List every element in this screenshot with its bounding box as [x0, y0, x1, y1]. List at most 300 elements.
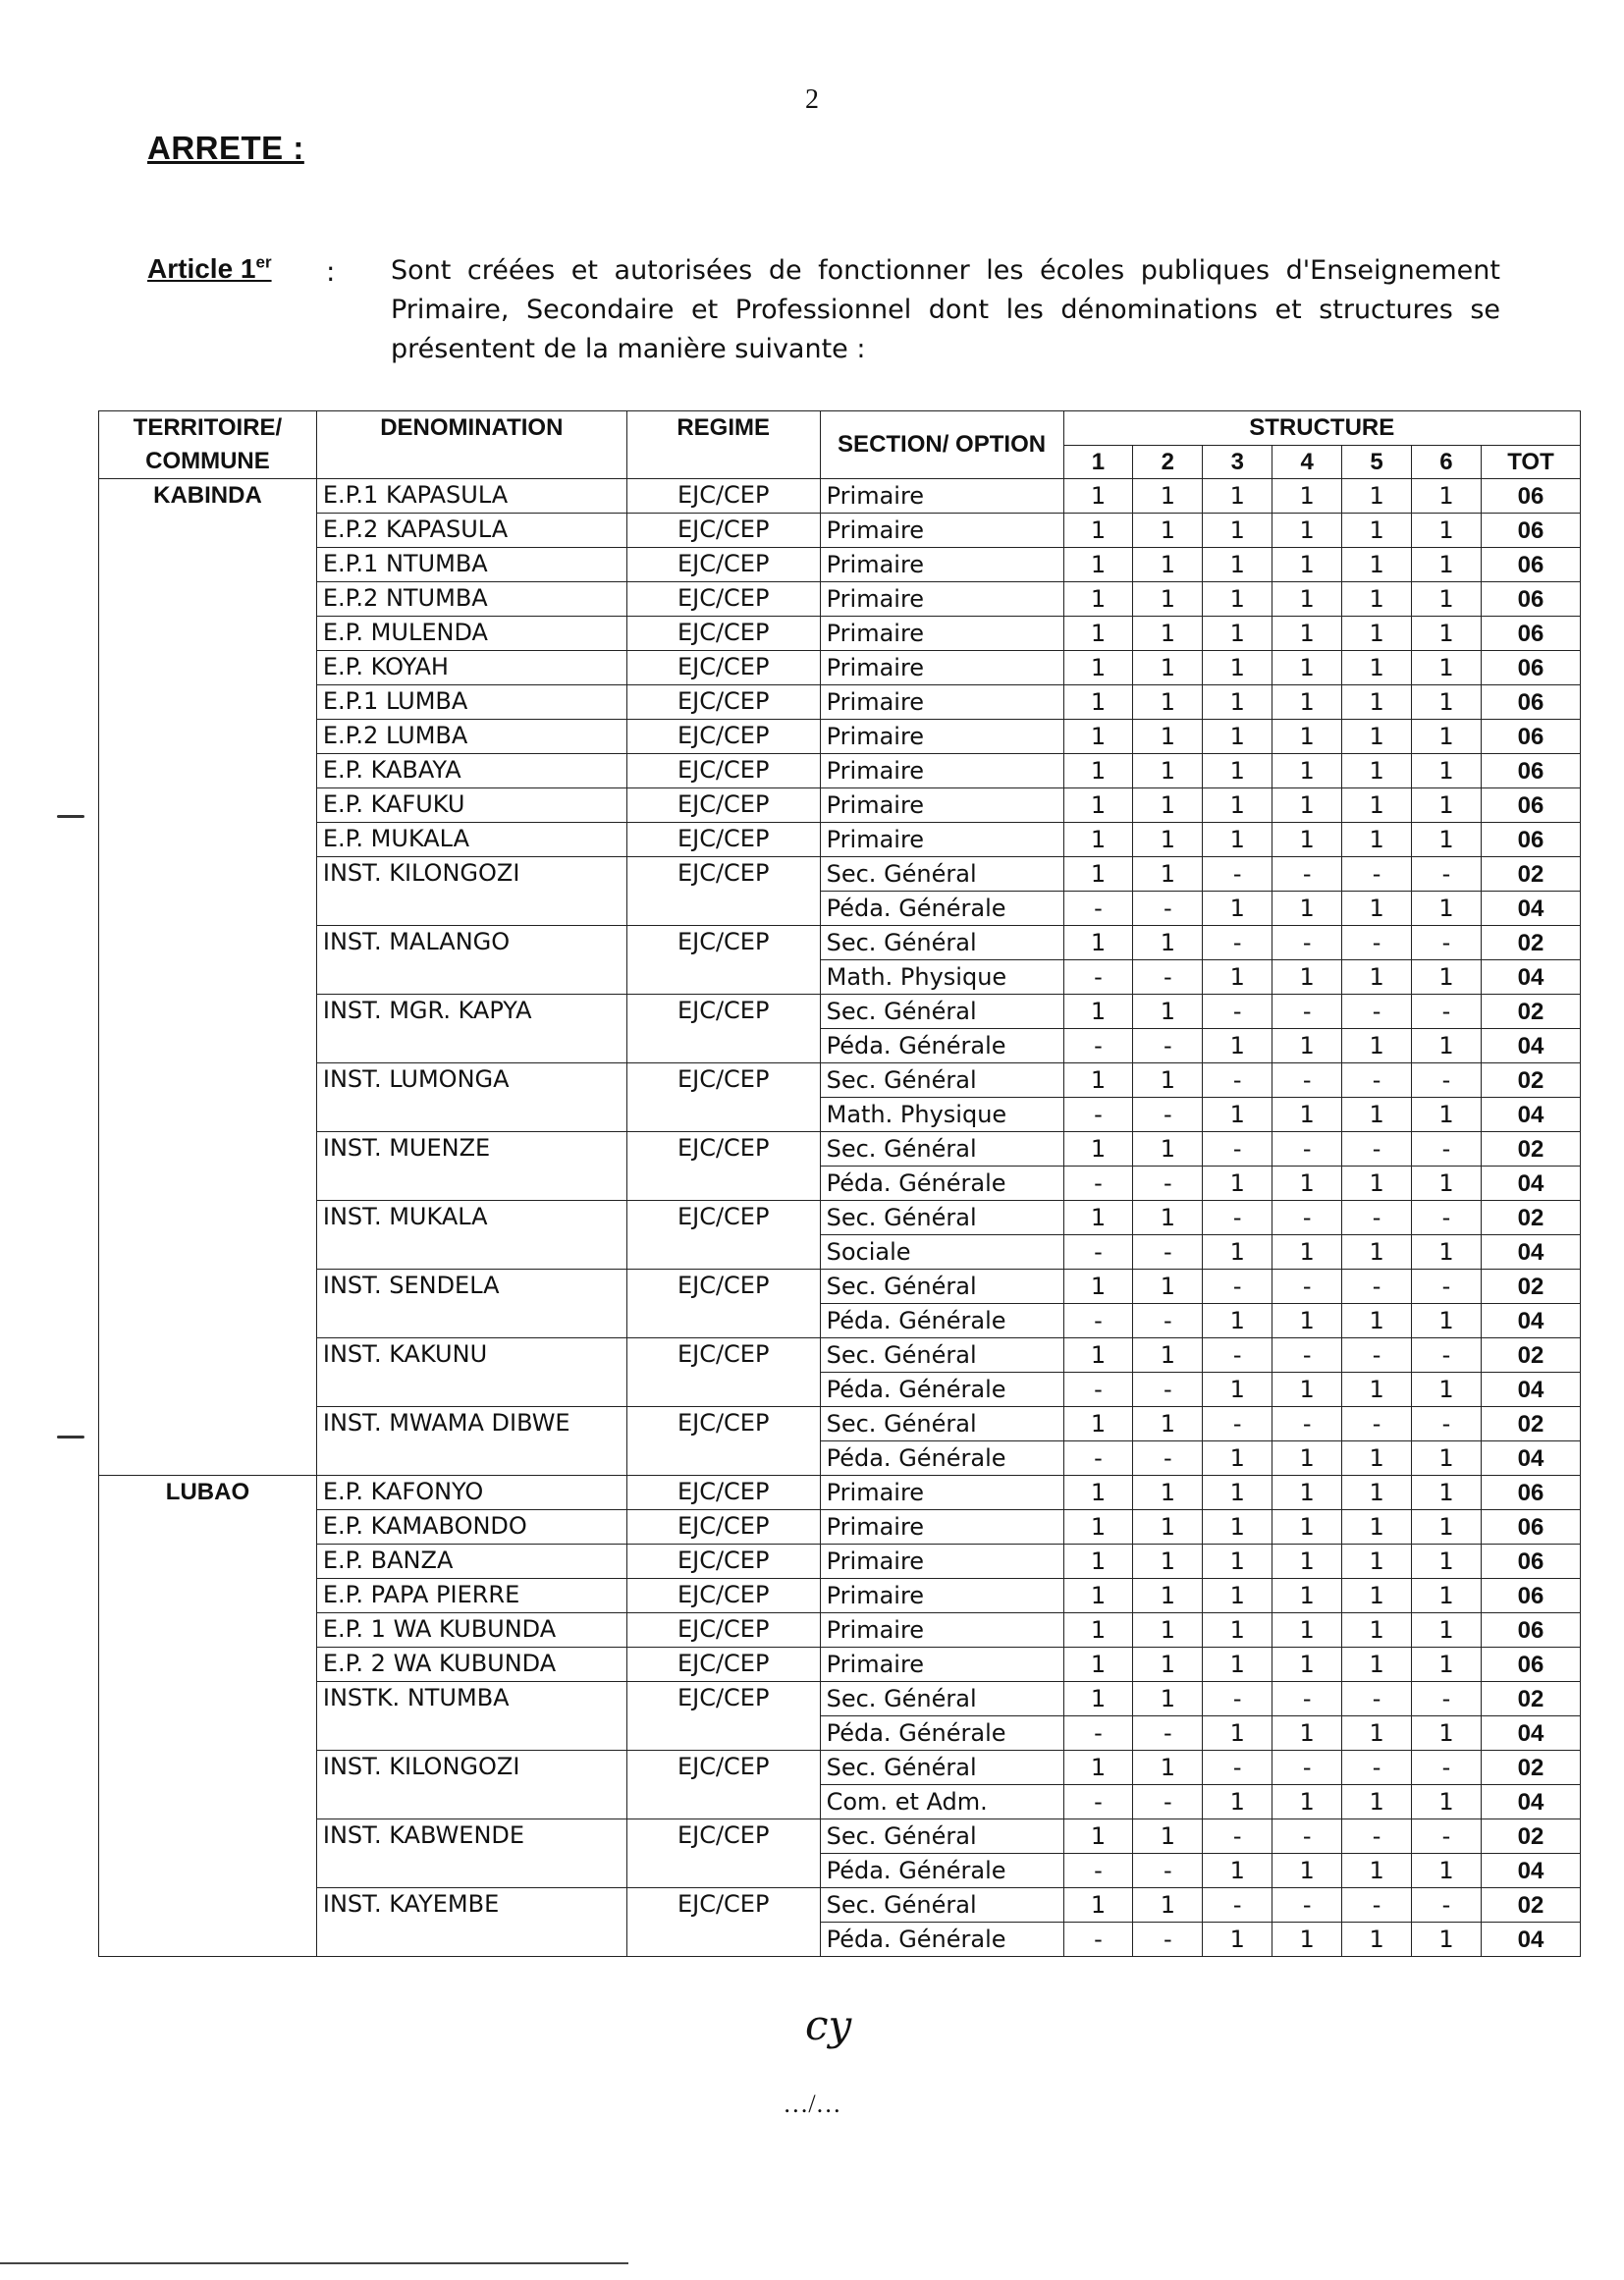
structure-cell: - — [1203, 1338, 1272, 1373]
structure-cell: 1 — [1063, 1270, 1133, 1304]
structure-cell: - — [1412, 1407, 1482, 1441]
structure-cell: - — [1342, 1270, 1412, 1304]
structure-cell: 1 — [1412, 1648, 1482, 1682]
structure-cell: 1 — [1412, 1785, 1482, 1819]
structure-cell: - — [1133, 960, 1203, 995]
structure-cell: 1 — [1272, 479, 1342, 514]
structure-cell: 1 — [1063, 582, 1133, 617]
total-cell: 04 — [1481, 1923, 1580, 1957]
section-cell: Primaire — [820, 685, 1063, 720]
structure-cell: 1 — [1342, 1098, 1412, 1132]
section-cell: Sec. Général — [820, 1407, 1063, 1441]
structure-cell: 1 — [1203, 1441, 1272, 1476]
structure-cell: 1 — [1412, 1545, 1482, 1579]
structure-cell: 1 — [1203, 754, 1272, 788]
section-cell: Péda. Générale — [820, 1029, 1063, 1063]
territory-cell: KABINDA — [99, 479, 317, 1476]
table-row — [99, 857, 1581, 892]
regime-cell: EJC/CEP — [626, 651, 820, 685]
structure-cell: - — [1203, 1201, 1272, 1235]
structure-cell: - — [1133, 1029, 1203, 1063]
denomination-cell: INST. MUENZE — [316, 1132, 626, 1201]
total-cell: 02 — [1481, 1682, 1580, 1716]
structure-cell: 1 — [1063, 1201, 1133, 1235]
section-cell: Primaire — [820, 479, 1063, 514]
table-row — [99, 651, 1581, 685]
structure-cell: 1 — [1133, 1613, 1203, 1648]
section-cell: Primaire — [820, 548, 1063, 582]
structure-cell: 1 — [1342, 1373, 1412, 1407]
structure-cell: - — [1133, 1716, 1203, 1751]
section-cell: Primaire — [820, 1579, 1063, 1613]
structure-cell: 1 — [1272, 1029, 1342, 1063]
total-cell: 02 — [1481, 1201, 1580, 1235]
total-cell: 06 — [1481, 1613, 1580, 1648]
regime-cell: EJC/CEP — [626, 1751, 820, 1819]
regime-cell: EJC/CEP — [626, 720, 820, 754]
structure-cell: 1 — [1133, 1579, 1203, 1613]
denomination-cell: E.P.1 KAPASULA — [316, 479, 626, 514]
structure-cell: 1 — [1342, 1304, 1412, 1338]
total-cell: 04 — [1481, 1098, 1580, 1132]
structure-cell: 1 — [1063, 788, 1133, 823]
structure-cell: 1 — [1063, 926, 1133, 960]
structure-cell: - — [1412, 926, 1482, 960]
structure-cell: 1 — [1203, 1476, 1272, 1510]
structure-cell: 1 — [1133, 1545, 1203, 1579]
total-cell: 02 — [1481, 1819, 1580, 1854]
structure-cell: 1 — [1342, 892, 1412, 926]
structure-cell: 1 — [1412, 1476, 1482, 1510]
structure-cell: 1 — [1342, 514, 1412, 548]
denomination-cell: E.P. KAFONYO — [316, 1476, 626, 1510]
regime-cell: EJC/CEP — [626, 1270, 820, 1338]
structure-cell: 1 — [1342, 1613, 1412, 1648]
section-cell: Primaire — [820, 754, 1063, 788]
total-cell: 06 — [1481, 548, 1580, 582]
structure-cell: 1 — [1063, 857, 1133, 892]
regime-cell: EJC/CEP — [626, 823, 820, 857]
structure-cell: - — [1203, 1888, 1272, 1923]
structure-cell: 1 — [1203, 720, 1272, 754]
table-header — [99, 411, 1581, 479]
structure-cell: 1 — [1412, 1029, 1482, 1063]
structure-cell: 1 — [1342, 754, 1412, 788]
structure-cell: - — [1133, 1441, 1203, 1476]
section-cell: Primaire — [820, 1476, 1063, 1510]
structure-cell: 1 — [1133, 514, 1203, 548]
total-cell: 06 — [1481, 788, 1580, 823]
section-cell: Sec. Général — [820, 1132, 1063, 1167]
article-colon: : — [326, 255, 336, 288]
structure-cell: 1 — [1203, 892, 1272, 926]
total-cell: 06 — [1481, 1545, 1580, 1579]
structure-cell: - — [1272, 1270, 1342, 1304]
structure-cell: 1 — [1063, 1648, 1133, 1682]
structure-cell: 1 — [1133, 1648, 1203, 1682]
structure-cell: 1 — [1133, 1476, 1203, 1510]
structure-cell: - — [1133, 1304, 1203, 1338]
total-cell: 06 — [1481, 1648, 1580, 1682]
denomination-cell: E.P. KAFUKU — [316, 788, 626, 823]
structure-cell: 1 — [1272, 685, 1342, 720]
structure-cell: 1 — [1063, 651, 1133, 685]
structure-cell: 1 — [1063, 1132, 1133, 1167]
structure-cell: 1 — [1272, 1304, 1342, 1338]
total-cell: 02 — [1481, 1888, 1580, 1923]
section-cell: Sec. Général — [820, 926, 1063, 960]
structure-cell: 1 — [1412, 651, 1482, 685]
total-cell: 02 — [1481, 1338, 1580, 1373]
header-regime: REGIME — [626, 411, 820, 479]
structure-cell: 1 — [1203, 651, 1272, 685]
table-row — [99, 514, 1581, 548]
section-cell: Sec. Général — [820, 1338, 1063, 1373]
structure-cell: - — [1133, 892, 1203, 926]
structure-cell: 1 — [1412, 617, 1482, 651]
structure-cell: 1 — [1203, 1716, 1272, 1751]
structure-cell: 1 — [1063, 1579, 1133, 1613]
denomination-cell: E.P. KAMABONDO — [316, 1510, 626, 1545]
structure-cell: 1 — [1203, 548, 1272, 582]
structure-cell: 1 — [1272, 754, 1342, 788]
denomination-cell: E.P. KABAYA — [316, 754, 626, 788]
structure-cell: 1 — [1133, 720, 1203, 754]
article-label-main: Article 1 — [147, 253, 256, 285]
denomination-cell: E.P. BANZA — [316, 1545, 626, 1579]
section-cell: Primaire — [820, 720, 1063, 754]
table-row — [99, 720, 1581, 754]
structure-cell: - — [1133, 1098, 1203, 1132]
regime-cell: EJC/CEP — [626, 1613, 820, 1648]
structure-cell: 1 — [1203, 1029, 1272, 1063]
total-cell: 06 — [1481, 823, 1580, 857]
structure-cell: 1 — [1203, 1510, 1272, 1545]
regime-cell: EJC/CEP — [626, 1476, 820, 1510]
table-row — [99, 617, 1581, 651]
denomination-cell: INST. KILONGOZI — [316, 857, 626, 926]
structure-cell: - — [1063, 960, 1133, 995]
structure-cell: - — [1342, 1888, 1412, 1923]
structure-cell: 1 — [1272, 582, 1342, 617]
table-row — [99, 1338, 1581, 1373]
structure-cell: - — [1063, 1167, 1133, 1201]
structure-cell: 1 — [1272, 1167, 1342, 1201]
total-cell: 04 — [1481, 1441, 1580, 1476]
denomination-cell: INSTK. NTUMBA — [316, 1682, 626, 1751]
structure-cell: 1 — [1203, 685, 1272, 720]
structure-cell: 1 — [1133, 926, 1203, 960]
structure-cell: - — [1342, 1338, 1412, 1373]
structure-cell: - — [1272, 1888, 1342, 1923]
structure-cell: - — [1412, 1063, 1482, 1098]
structure-cell: 1 — [1342, 582, 1412, 617]
structure-cell: - — [1412, 1132, 1482, 1167]
structure-cell: 1 — [1412, 1373, 1482, 1407]
table-row — [99, 754, 1581, 788]
section-cell: Sec. Général — [820, 857, 1063, 892]
structure-cell: 1 — [1063, 514, 1133, 548]
structure-cell: - — [1203, 1751, 1272, 1785]
structure-cell: - — [1203, 1270, 1272, 1304]
regime-cell: EJC/CEP — [626, 479, 820, 514]
section-cell: Com. et Adm. — [820, 1785, 1063, 1819]
denomination-cell: INST. KAKUNU — [316, 1338, 626, 1407]
structure-cell: 1 — [1412, 1235, 1482, 1270]
section-cell: Primaire — [820, 651, 1063, 685]
total-cell: 06 — [1481, 582, 1580, 617]
table-row — [99, 1407, 1581, 1441]
structure-cell: 1 — [1342, 720, 1412, 754]
structure-cell: 1 — [1203, 1545, 1272, 1579]
table-row — [99, 1476, 1581, 1510]
structure-cell: - — [1272, 857, 1342, 892]
margin-mark — [57, 815, 84, 818]
regime-cell: EJC/CEP — [626, 617, 820, 651]
header-col-6: 6 — [1412, 445, 1482, 479]
total-cell: 06 — [1481, 514, 1580, 548]
structure-cell: 1 — [1272, 1613, 1342, 1648]
article-label-sup: er — [255, 253, 272, 272]
structure-cell: 1 — [1412, 892, 1482, 926]
structure-cell: 1 — [1063, 1510, 1133, 1545]
structure-cell: - — [1203, 1407, 1272, 1441]
regime-cell: EJC/CEP — [626, 514, 820, 548]
total-cell: 02 — [1481, 1063, 1580, 1098]
structure-cell: 1 — [1272, 892, 1342, 926]
structure-cell: 1 — [1342, 1235, 1412, 1270]
table-row — [99, 1888, 1581, 1923]
structure-cell: 1 — [1203, 479, 1272, 514]
structure-cell: 1 — [1133, 1682, 1203, 1716]
structure-cell: 1 — [1272, 1579, 1342, 1613]
structure-cell: 1 — [1412, 1613, 1482, 1648]
structure-cell: 1 — [1272, 960, 1342, 995]
structure-cell: 1 — [1272, 1373, 1342, 1407]
structure-cell: 1 — [1412, 1716, 1482, 1751]
total-cell: 06 — [1481, 1510, 1580, 1545]
denomination-cell: E.P.2 NTUMBA — [316, 582, 626, 617]
structure-cell: 1 — [1342, 1029, 1412, 1063]
structure-cell: - — [1272, 1751, 1342, 1785]
bottom-rule — [0, 2262, 628, 2264]
structure-cell: - — [1203, 926, 1272, 960]
structure-cell: 1 — [1203, 582, 1272, 617]
structure-cell: 1 — [1063, 754, 1133, 788]
structure-cell: 1 — [1342, 617, 1412, 651]
structure-cell: 1 — [1133, 754, 1203, 788]
structure-cell: - — [1133, 1923, 1203, 1957]
table-row — [99, 479, 1581, 514]
structure-cell: 1 — [1342, 1167, 1412, 1201]
regime-cell: EJC/CEP — [626, 1407, 820, 1476]
structure-cell: 1 — [1063, 1888, 1133, 1923]
section-cell: Sec. Général — [820, 1201, 1063, 1235]
regime-cell: EJC/CEP — [626, 1545, 820, 1579]
structure-cell: - — [1272, 1338, 1342, 1373]
structure-cell: 1 — [1063, 1819, 1133, 1854]
structure-cell: 1 — [1133, 582, 1203, 617]
total-cell: 02 — [1481, 1751, 1580, 1785]
page-number: 2 — [805, 84, 819, 115]
handwritten-initials: cy — [805, 2001, 852, 2049]
section-cell: Primaire — [820, 582, 1063, 617]
section-cell: Péda. Générale — [820, 1304, 1063, 1338]
section-cell: Sec. Général — [820, 995, 1063, 1029]
structure-cell: 1 — [1342, 1441, 1412, 1476]
total-cell: 04 — [1481, 892, 1580, 926]
structure-cell: 1 — [1272, 1545, 1342, 1579]
structure-cell: 1 — [1342, 1510, 1412, 1545]
total-cell: 06 — [1481, 685, 1580, 720]
structure-cell: 1 — [1272, 1441, 1342, 1476]
structure-cell: - — [1063, 1716, 1133, 1751]
header-col-1: 1 — [1063, 445, 1133, 479]
structure-cell: 1 — [1272, 617, 1342, 651]
structure-cell: 1 — [1412, 1304, 1482, 1338]
total-cell: 06 — [1481, 617, 1580, 651]
table-row — [99, 1613, 1581, 1648]
structure-cell: - — [1412, 1682, 1482, 1716]
table-row — [99, 1579, 1581, 1613]
table-row — [99, 823, 1581, 857]
structure-cell: 1 — [1203, 788, 1272, 823]
structure-cell: - — [1272, 1819, 1342, 1854]
structure-cell: 1 — [1063, 823, 1133, 857]
denomination-cell: INST. MALANGO — [316, 926, 626, 995]
structure-cell: 1 — [1133, 1270, 1203, 1304]
structure-cell: 1 — [1203, 1613, 1272, 1648]
section-cell: Péda. Générale — [820, 1167, 1063, 1201]
section-cell: Primaire — [820, 514, 1063, 548]
structure-cell: 1 — [1203, 1854, 1272, 1888]
structure-cell: - — [1133, 1235, 1203, 1270]
structure-cell: 1 — [1203, 1235, 1272, 1270]
structure-cell: - — [1342, 1751, 1412, 1785]
structure-cell: - — [1272, 1132, 1342, 1167]
denomination-cell: INST. KAYEMBE — [316, 1888, 626, 1957]
structure-cell: 1 — [1272, 514, 1342, 548]
structure-cell: - — [1203, 995, 1272, 1029]
structure-cell: - — [1412, 1888, 1482, 1923]
total-cell: 02 — [1481, 1270, 1580, 1304]
structure-cell: 1 — [1412, 823, 1482, 857]
structure-cell: 1 — [1342, 1648, 1412, 1682]
section-cell: Péda. Générale — [820, 1441, 1063, 1476]
denomination-cell: E.P.1 LUMBA — [316, 685, 626, 720]
structure-cell: 1 — [1133, 823, 1203, 857]
structure-cell: 1 — [1272, 1510, 1342, 1545]
structure-cell: 1 — [1272, 651, 1342, 685]
structure-cell: - — [1063, 1235, 1133, 1270]
structure-cell: 1 — [1133, 788, 1203, 823]
table-row — [99, 1510, 1581, 1545]
section-cell: Sec. Général — [820, 1819, 1063, 1854]
denomination-cell: E.P. 2 WA KUBUNDA — [316, 1648, 626, 1682]
structure-cell: 1 — [1063, 479, 1133, 514]
structure-cell: 1 — [1412, 514, 1482, 548]
structure-cell: - — [1272, 926, 1342, 960]
structure-cell: - — [1412, 1201, 1482, 1235]
structure-cell: 1 — [1203, 1785, 1272, 1819]
section-cell: Primaire — [820, 788, 1063, 823]
total-cell: 06 — [1481, 479, 1580, 514]
table-body — [99, 479, 1581, 1957]
section-cell: Péda. Générale — [820, 1854, 1063, 1888]
denomination-cell: E.P.1 NTUMBA — [316, 548, 626, 582]
structure-cell: - — [1203, 1063, 1272, 1098]
section-cell: Sec. Général — [820, 1751, 1063, 1785]
total-cell: 02 — [1481, 857, 1580, 892]
structure-cell: 1 — [1203, 1648, 1272, 1682]
structure-cell: - — [1342, 1063, 1412, 1098]
structure-cell: 1 — [1133, 685, 1203, 720]
total-cell: 02 — [1481, 1407, 1580, 1441]
structure-cell: 1 — [1412, 1441, 1482, 1476]
structure-cell: 1 — [1203, 1373, 1272, 1407]
total-cell: 04 — [1481, 1029, 1580, 1063]
structure-cell: - — [1063, 1441, 1133, 1476]
section-cell: Primaire — [820, 1545, 1063, 1579]
structure-cell: 1 — [1342, 548, 1412, 582]
structure-cell: - — [1063, 1304, 1133, 1338]
total-cell: 04 — [1481, 1716, 1580, 1751]
structure-cell: - — [1063, 1373, 1133, 1407]
total-cell: 04 — [1481, 1854, 1580, 1888]
structure-cell: 1 — [1063, 1476, 1133, 1510]
structure-cell: 1 — [1342, 1785, 1412, 1819]
section-cell: Math. Physique — [820, 960, 1063, 995]
total-cell: 04 — [1481, 1167, 1580, 1201]
denomination-cell: E.P. MULENDA — [316, 617, 626, 651]
structure-cell: - — [1272, 1682, 1342, 1716]
structure-cell: - — [1342, 1819, 1412, 1854]
structure-cell: - — [1063, 892, 1133, 926]
table-row — [99, 1063, 1581, 1098]
header-denomination: DENOMINATION — [316, 411, 626, 479]
table-row — [99, 1682, 1581, 1716]
structure-cell: 1 — [1412, 754, 1482, 788]
structure-cell: 1 — [1063, 720, 1133, 754]
structure-cell: 1 — [1063, 1407, 1133, 1441]
heading-arrete: ARRETE : — [147, 130, 304, 166]
total-cell: 06 — [1481, 651, 1580, 685]
structure-cell: 1 — [1133, 857, 1203, 892]
regime-cell: EJC/CEP — [626, 1338, 820, 1407]
structure-cell: 1 — [1412, 1854, 1482, 1888]
structure-cell: 1 — [1272, 1716, 1342, 1751]
structure-cell: 1 — [1412, 548, 1482, 582]
structure-cell: - — [1272, 1063, 1342, 1098]
structure-cell: 1 — [1342, 685, 1412, 720]
denomination-cell: INST. KILONGOZI — [316, 1751, 626, 1819]
structure-cell: - — [1412, 1270, 1482, 1304]
structure-cell: - — [1342, 1132, 1412, 1167]
structure-cell: - — [1063, 1923, 1133, 1957]
total-cell: 02 — [1481, 1132, 1580, 1167]
total-cell: 06 — [1481, 1476, 1580, 1510]
structure-cell: 1 — [1203, 960, 1272, 995]
structure-cell: - — [1133, 1373, 1203, 1407]
structure-cell: 1 — [1342, 823, 1412, 857]
structure-cell: 1 — [1063, 1751, 1133, 1785]
total-cell: 06 — [1481, 754, 1580, 788]
structure-cell: 1 — [1412, 720, 1482, 754]
regime-cell: EJC/CEP — [626, 788, 820, 823]
structure-cell: - — [1133, 1785, 1203, 1819]
structure-cell: 1 — [1063, 1063, 1133, 1098]
header-col-5: 5 — [1342, 445, 1412, 479]
